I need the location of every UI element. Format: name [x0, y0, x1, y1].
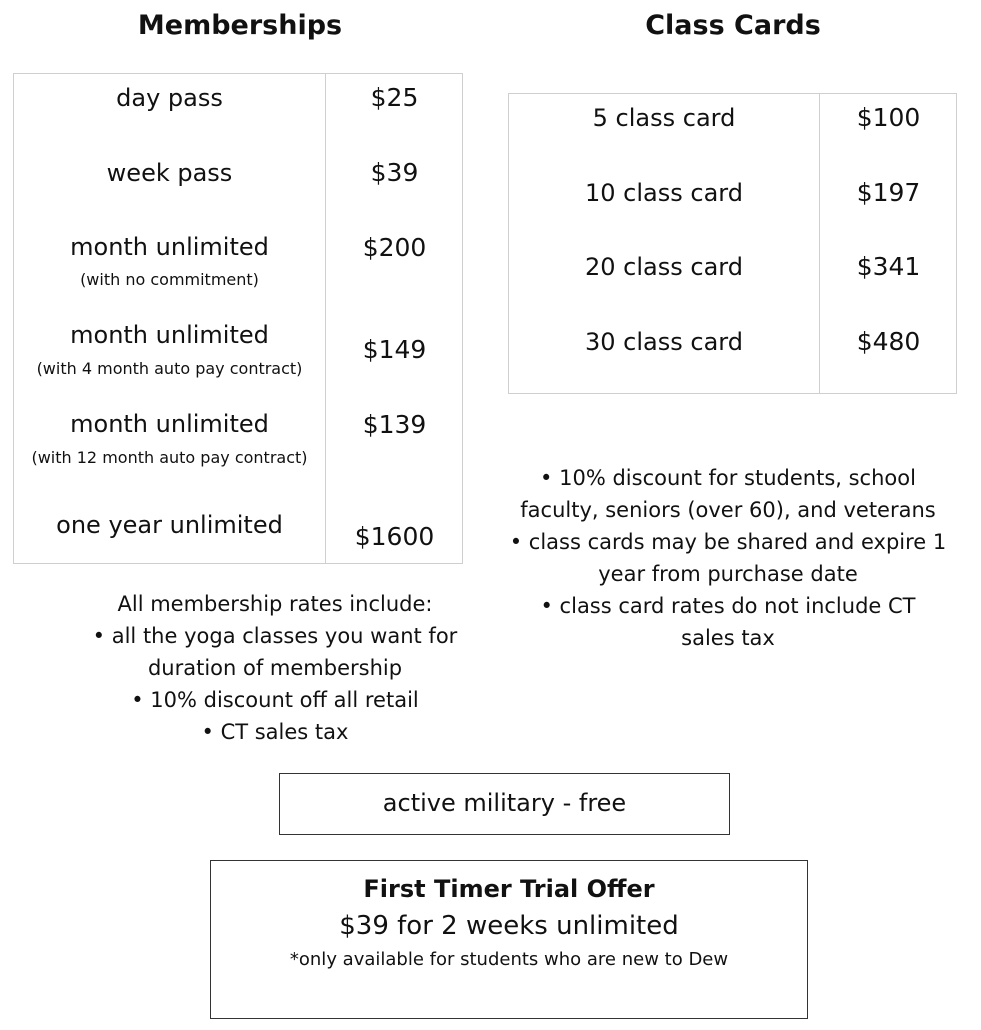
military-box	[279, 773, 730, 835]
trial-offer-disclaimer: *only available for students who are new to Dew	[289, 949, 729, 970]
class-cards-table	[508, 93, 957, 394]
class-card-name: 20 class card	[585, 253, 743, 281]
class-card-name: 10 class card	[585, 179, 743, 207]
military-text: active military - free	[382, 789, 627, 817]
membership-price: $149	[362, 335, 427, 364]
class-card-note-line: faculty, seniors (over 60), and veterans	[520, 498, 936, 522]
membership-note-line: • all the yoga classes you want for	[92, 624, 458, 648]
class-card-price: $480	[856, 327, 921, 356]
membership-price: $25	[370, 83, 419, 112]
class-card-note-line: • class cards may be shared and expire 1	[509, 530, 947, 554]
membership-price: $200	[362, 233, 427, 262]
memberships-table	[13, 73, 463, 564]
memberships-title: Memberships	[137, 10, 343, 41]
class-card-note-line: • 10% discount for students, school	[540, 466, 916, 490]
membership-note: (with 4 month auto pay contract)	[36, 359, 303, 378]
membership-name: month unlimited	[70, 410, 269, 438]
class-card-note-line: • class card rates do not include CT	[540, 594, 916, 618]
membership-note-line: • 10% discount off all retail	[131, 688, 419, 712]
class-cards-notes	[478, 462, 978, 654]
membership-price: $1600	[354, 522, 435, 551]
membership-note-line: duration of membership	[147, 656, 403, 680]
class-card-price: $100	[856, 103, 921, 132]
membership-name: day pass	[116, 84, 223, 112]
membership-name: one year unlimited	[56, 511, 283, 539]
class-card-name: 5 class card	[592, 104, 736, 132]
class-card-price: $197	[856, 178, 921, 207]
class-card-note-line: sales tax	[681, 626, 775, 650]
membership-name: week pass	[106, 159, 233, 187]
membership-note-line: All membership rates include:	[117, 592, 433, 616]
membership-price: $39	[370, 158, 419, 187]
class-cards-title: Class Cards	[645, 10, 821, 41]
class-card-note-line: year from purchase date	[598, 562, 858, 586]
membership-notes	[25, 588, 525, 748]
membership-note: (with no commitment)	[80, 270, 259, 289]
trial-offer-title: First Timer Trial Offer	[363, 875, 655, 903]
class-card-name: 30 class card	[585, 328, 743, 356]
trial-offer-box	[210, 860, 808, 1019]
table-divider	[325, 74, 326, 563]
membership-note: (with 12 month auto pay contract)	[31, 448, 308, 467]
membership-note-line: • CT sales tax	[201, 720, 349, 744]
trial-offer-price: $39 for 2 weeks unlimited	[339, 911, 679, 941]
membership-name: month unlimited	[70, 321, 269, 349]
membership-price: $139	[362, 410, 427, 439]
membership-name: month unlimited	[70, 233, 269, 261]
class-card-price: $341	[856, 252, 921, 281]
